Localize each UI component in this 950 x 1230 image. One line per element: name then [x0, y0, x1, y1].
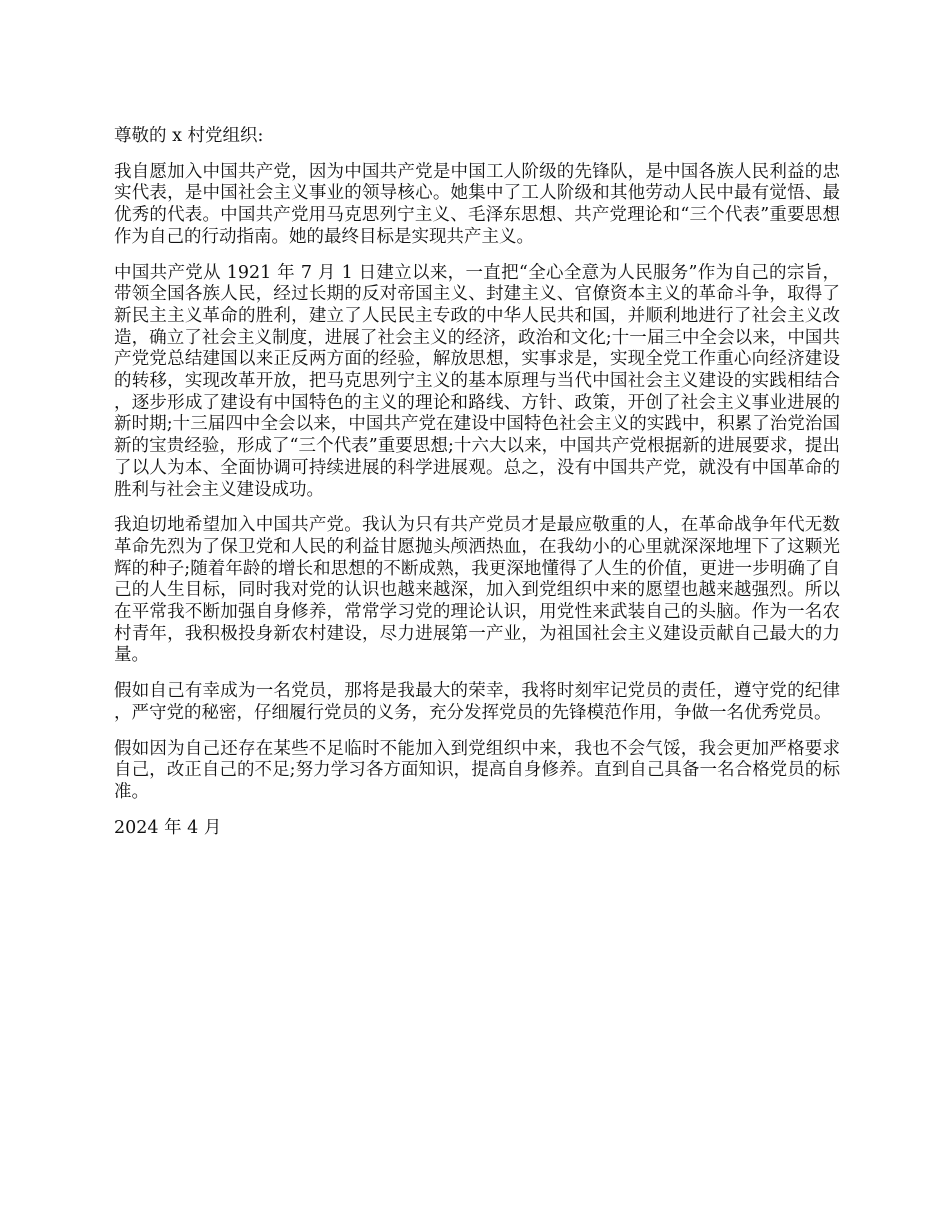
salutation: 尊敬的 x 村党组织:	[114, 126, 264, 146]
paragraph-resolve: 假如因为自己还存在某些不足临时不能加入到党组织中来，我也不会气馁，我会更加严格要求自己，改正自己的不足;努力学习各方面知识，提高自身修养。直到自己具备一名合格党员的标准。	[114, 738, 840, 802]
letter-body	[114, 126, 840, 853]
paragraph-motivation: 我自愿加入中国共产党，因为中国共产党是中国工人阶级的先锋队，是中国各族人民利益的忠实代表，是中国社会主义事业的领导核心。她集中了工人阶级和其他劳动人民中最有觉悟、最优秀的代表。中国共产党用马克思列宁主义、毛泽东思想、共产党理论和“三个代表”重要思想作为自己的行动指南。她的最终目标是实现共产主义。	[114, 161, 840, 247]
letter-date: 2024 年 4 月	[114, 817, 222, 838]
paragraph-commitment: 假如自己有幸成为一名党员，那将是我最大的荣幸，我将时刻牢记党员的责任，遵守党的纪律，严守党的秘密，仔细履行党员的义务，充分发挥党员的先锋模范作用，争做一名优秀党员。	[114, 681, 840, 723]
paragraph-personal-aspiration: 我迫切地希望加入中国共产党。我认为只有共产党员才是最应敬重的人，在革命战争年代无数革命先烈为了保卫党和人民的利益甘愿抛头颅洒热血，在我幼小的心里就深深地埋下了这颗光辉的种子;随着年龄的增长和思想的不断成熟，我更深地懂得了人生的价值，更进一步明确了自己的人生目标，同时我对党的认识也越来越深，加入到党组织中来的愿望也越来越强烈。所以在平常我不断加强自身修养，常常学习党的理论认识，用党性来武装自己的头脑。作为一名农村青年，我积极投身新农村建设，尽力进展第一产业，为祖国社会主义建设贡献自己最大的力量。	[114, 515, 840, 666]
paragraph-party-history: 中国共产党从 1921 年 7 月 1 日建立以来，一直把“全心全意为人民服务”作为自己的宗旨，带领全国各族人民，经过长期的反对帝国主义、封建主义、官僚资本主义的革命斗争，取得了新民主主义革命的胜利，建立了人民民主专政的中华人民共和国，并顺利地进行了社会主义改造，确立了社会主义制度，进展了社会主义的经济，政治和文化;十一届三中全会以来，中国共产党党总结建国以来正反两方面的经验，解放思想，实事求是，实现全党工作重心向经济建设的转移，实现改革开放，把马克思列宁主义的基本原理与当代中国社会主义建设的实践相结合，逐步形成了建设有中国特色的主义的理论和路线、方针、政策，开创了社会主义事业进展的新时期;十三届四中全会以来，中国共产党在建设中国特色社会主义的实践中，积累了治党治国新的宝贵经验，形成了“三个代表”重要思想;十六大以来，中国共产党根据新的进展要求，提出了以人为本、全面协调可持续进展的科学进展观。总之，没有中国共产党，就没有中国革命的胜利与社会主义建设成功。	[114, 262, 840, 500]
